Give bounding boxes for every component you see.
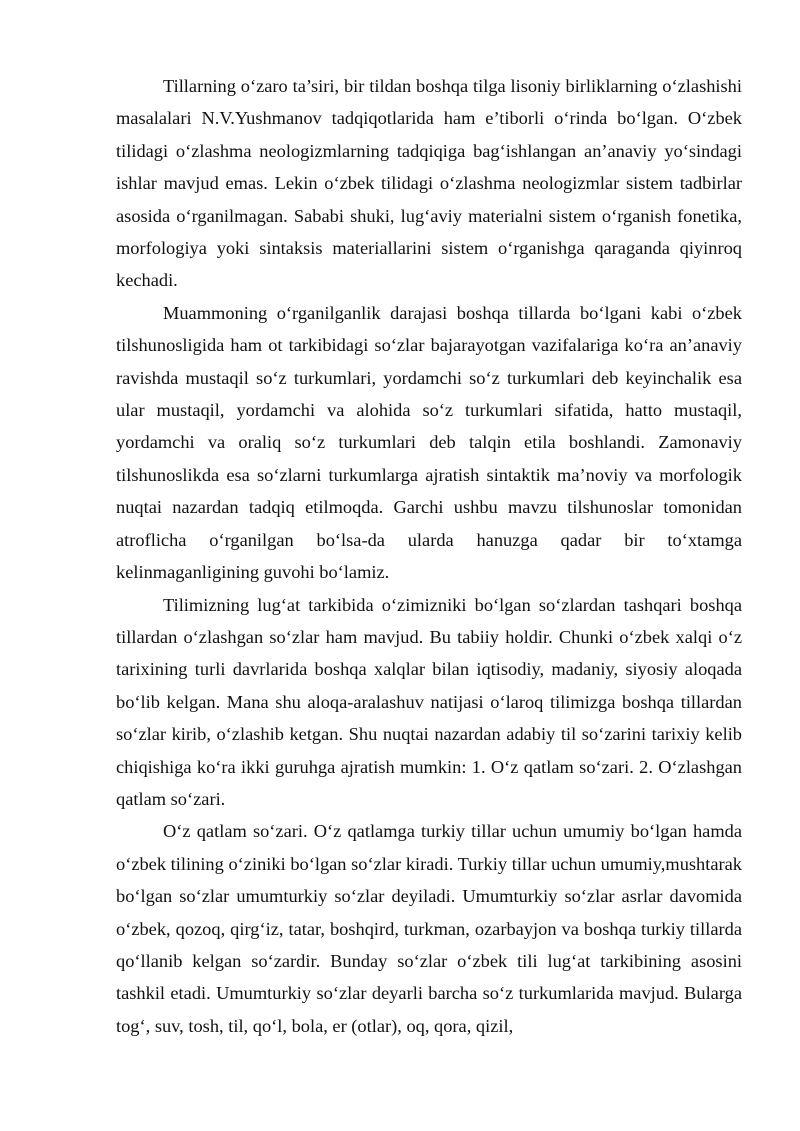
paragraph-2: Muammoning o‘rganilganlik darajasi boshqa tillarda bo‘lgani kabi o‘zbek tilshunosligida ham ot tarkibidagi so‘zlar bajarayotgan vazifalariga ko‘ra an’anaviy ravishda mustaqil so‘z turkumlari, yordamchi so‘z turkumlari deb keyinchalik esa ular mustaqil, yordamchi va alohida so‘z turkumlari sifatida, hatto mustaqil, yordamchi va oraliq so‘z turkumlari deb talqin etila boshlandi. Zamonaviy tilshunoslikda esa so‘zlarni turkumlarga ajratish sintaktik ma’noviy va morfologik nuqtai nazardan tadqiq etilmoqda. Garchi ushbu mavzu tilshunoslar tomonidan atroflicha o‘rganilgan bo‘lsa-da ularda hanuzga qadar bir to‘xtamga kelinmaganligining guvohi bo‘lamiz. [116,302,742,583]
paragraph-4: O‘z qatlam so‘zari. O‘z qatlamga turkiy tillar uchun umumiy bo‘lgan hamda o‘zbek tilining o‘ziniki bo‘lgan so‘zlar kiradi. Turkiy tillar uchun umumiy,mushtarak bo‘lgan so‘zlar umumturkiy so‘zlar deyiladi. Umumturkiy so‘zlar asrlar davomida o‘zbek, qozoq, qirg‘iz, tatar, boshqird, turkman, ozarbayjon va boshqa turkiy tillarda qo‘llanib kelgan so‘zardir. Bunday so‘zlar o‘zbek tili lug‘at tarkibining asosini tashkil etadi. Umumturkiy so‘zlar deyarli barcha so‘z turkumlarida mavjud. Bularga tog‘, suv, tosh, til, qo‘l, bola, er (otlar), oq, qora, qizil, [116,821,742,1036]
document-page [116,70,742,1042]
paragraph-3: Tilimizning lug‘at tarkibida o‘zimizniki bo‘lgan so‘zlardan tashqari boshqa tillardan o‘zlashgan so‘zlar ham mavjud. Bu tabiiy holdir. Chunki o‘zbek xalqi o‘z tarixining turli davrlarida boshqa xalqlar bilan iqtisodiy, madaniy, siyosiy aloqada bo‘lib kelgan. Mana shu aloqa-aralashuv natijasi o‘laroq tilimizga boshqa tillardan so‘zlar kirib, o‘zlashib ketgan. Shu nuqtai nazardan adabiy til so‘zarini tarixiy kelib chiqishiga ko‘ra ikki guruhga ajratish mumkin: 1. O‘z qatlam so‘zari. 2. O‘zlashgan qatlam so‘zari. [116,594,742,809]
paragraph-1: Tillarning o‘zaro ta’siri, bir tildan boshqa tilga lisoniy birliklarning o‘zlashishi masalalari N.V.Yushmanov tadqiqotlarida ham e’tiborli o‘rinda bo‘lgan. O‘zbek tilidagi o‘zlashma neologizmlarning tadqiqiga bag‘ishlangan an’anaviy yo‘sindagi ishlar mavjud emas. Lekin o‘zbek tilidagi o‘zlashma neologizmlar sistem tadbirlar asosida o‘rganilmagan. Sababi shuki, lug‘aviy materialni sistem o‘rganish fonetika, morfologiya yoki sintaksis materiallarini sistem o‘rganishga qaraganda qiyinroq kechadi. [116,76,742,291]
